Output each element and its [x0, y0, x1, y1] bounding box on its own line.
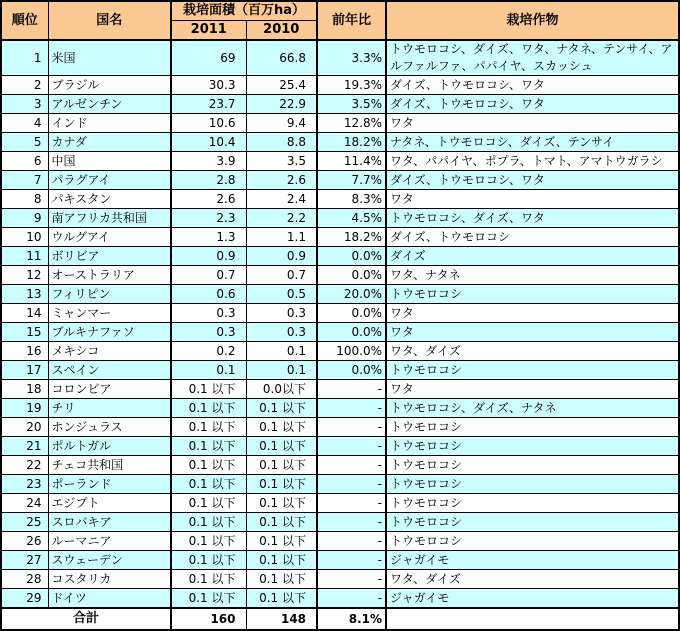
yoy-cell: - — [317, 513, 386, 532]
yoy-cell: 100.0% — [317, 342, 386, 361]
area-2010-cell: 0.1 — [246, 342, 317, 361]
country-cell: 中国 — [48, 152, 171, 171]
rank-cell: 18 — [1, 380, 48, 399]
area-2011-cell: 2.8 — [171, 171, 246, 190]
crops-cell: ワタ — [386, 323, 679, 342]
yoy-cell: - — [317, 418, 386, 437]
table-row — [1, 304, 679, 323]
area-2010-cell: 0.1 — [246, 361, 317, 380]
total-label: 合計 — [1, 608, 171, 630]
area-2010-cell: 22.9 — [246, 95, 317, 114]
header-crops: 栽培作物 — [386, 1, 679, 40]
area-2011-cell: 69 — [171, 40, 246, 76]
rank-cell: 24 — [1, 494, 48, 513]
area-2010-cell: 1.1 — [246, 228, 317, 247]
country-cell: カナダ — [48, 133, 171, 152]
total-row — [1, 608, 679, 630]
rank-cell: 10 — [1, 228, 48, 247]
table-row — [1, 76, 679, 95]
country-cell: コロンビア — [48, 380, 171, 399]
rank-cell: 6 — [1, 152, 48, 171]
country-cell: メキシコ — [48, 342, 171, 361]
rank-cell: 26 — [1, 532, 48, 551]
yoy-cell: - — [317, 456, 386, 475]
crops-cell: トウモロコシ — [386, 285, 679, 304]
area-2010-cell: 0.3 — [246, 323, 317, 342]
area-2010-cell: 25.4 — [246, 76, 317, 95]
country-cell: ルーマニア — [48, 532, 171, 551]
crops-cell: ワタ、パパイヤ、ポプラ、トマト、アマトウガラシ — [386, 152, 679, 171]
country-cell: パキスタン — [48, 190, 171, 209]
area-2010-cell: 0.9 — [246, 247, 317, 266]
area-2010-cell: 0.1 以下 — [246, 437, 317, 456]
table-row — [1, 551, 679, 570]
crops-cell: トウモロコシ、ダイズ、ワタ — [386, 209, 679, 228]
rank-cell: 19 — [1, 399, 48, 418]
table-header — [1, 1, 679, 40]
rank-cell: 7 — [1, 171, 48, 190]
yoy-cell: 20.0% — [317, 285, 386, 304]
crops-cell: トウモロコシ — [386, 494, 679, 513]
area-2011-cell: 0.7 — [171, 266, 246, 285]
crops-cell: ナタネ、トウモロコシ、ダイズ、テンサイ — [386, 133, 679, 152]
area-2010-cell: 0.1 以下 — [246, 399, 317, 418]
area-2010-cell: 0.1 以下 — [246, 589, 317, 609]
yoy-cell: - — [317, 494, 386, 513]
crops-cell: トウモロコシ、ダイズ、ナタネ — [386, 399, 679, 418]
country-cell: アルゼンチン — [48, 95, 171, 114]
country-cell: 米国 — [48, 40, 171, 76]
country-cell: コスタリカ — [48, 570, 171, 589]
table-row — [1, 570, 679, 589]
area-2010-cell: 0.1 以下 — [246, 513, 317, 532]
area-2011-cell: 0.9 — [171, 247, 246, 266]
crops-cell: トウモロコシ — [386, 361, 679, 380]
country-cell: スロバキア — [48, 513, 171, 532]
area-2011-cell: 2.3 — [171, 209, 246, 228]
yoy-cell: - — [317, 551, 386, 570]
rank-cell: 22 — [1, 456, 48, 475]
table-row — [1, 323, 679, 342]
rank-cell: 14 — [1, 304, 48, 323]
area-2011-cell: 0.1 以下 — [171, 589, 246, 609]
rank-cell: 20 — [1, 418, 48, 437]
rank-cell: 23 — [1, 475, 48, 494]
rank-cell: 12 — [1, 266, 48, 285]
crops-cell: ワタ — [386, 380, 679, 399]
area-2010-cell: 0.1 以下 — [246, 456, 317, 475]
crops-cell: トウモロコシ — [386, 532, 679, 551]
country-cell: エジプト — [48, 494, 171, 513]
area-2011-cell: 0.2 — [171, 342, 246, 361]
yoy-cell: - — [317, 570, 386, 589]
area-2011-cell: 0.1 以下 — [171, 532, 246, 551]
header-area-group: 栽培面積（百万ha） — [171, 1, 317, 21]
country-cell: ホンジュラス — [48, 418, 171, 437]
area-2010-cell: 2.2 — [246, 209, 317, 228]
area-2011-cell: 0.6 — [171, 285, 246, 304]
crops-cell: トウモロコシ — [386, 418, 679, 437]
country-cell: パラグアイ — [48, 171, 171, 190]
table-row — [1, 190, 679, 209]
table-row — [1, 152, 679, 171]
crops-cell: ワタ — [386, 190, 679, 209]
yoy-cell: 18.2% — [317, 133, 386, 152]
crops-cell: ワタ — [386, 304, 679, 323]
country-cell: フィリピン — [48, 285, 171, 304]
area-2010-cell: 0.3 — [246, 304, 317, 323]
header-rank: 順位 — [1, 1, 48, 40]
table-body — [1, 40, 679, 608]
area-2011-cell: 10.6 — [171, 114, 246, 133]
area-2011-cell: 0.1 以下 — [171, 437, 246, 456]
crops-cell: ジャガイモ — [386, 551, 679, 570]
area-2011-cell: 30.3 — [171, 76, 246, 95]
yoy-cell: 19.3% — [317, 76, 386, 95]
area-2011-cell: 0.1 以下 — [171, 418, 246, 437]
area-2010-cell: 0.1 以下 — [246, 551, 317, 570]
country-cell: オーストラリア — [48, 266, 171, 285]
rank-cell: 9 — [1, 209, 48, 228]
rank-cell: 27 — [1, 551, 48, 570]
crops-cell: ダイズ、トウモロコシ、ワタ — [386, 95, 679, 114]
rank-cell: 5 — [1, 133, 48, 152]
yoy-cell: - — [317, 399, 386, 418]
yoy-cell: 0.0% — [317, 304, 386, 323]
yoy-cell: 0.0% — [317, 266, 386, 285]
country-cell: スペイン — [48, 361, 171, 380]
crops-cell: ワタ — [386, 114, 679, 133]
table-row — [1, 95, 679, 114]
yoy-cell: - — [317, 437, 386, 456]
yoy-cell: 11.4% — [317, 152, 386, 171]
table-row — [1, 437, 679, 456]
table-row — [1, 361, 679, 380]
table-row — [1, 513, 679, 532]
crops-cell: トウモロコシ、ダイズ、ワタ、ナタネ、テンサイ、アルファルファ、パパイヤ、スカッシュ — [386, 40, 679, 76]
area-2011-cell: 0.1 以下 — [171, 494, 246, 513]
table-row — [1, 532, 679, 551]
table-row — [1, 285, 679, 304]
yoy-cell: 3.5% — [317, 95, 386, 114]
table-row — [1, 266, 679, 285]
area-2010-cell: 0.5 — [246, 285, 317, 304]
crops-cell: ジャガイモ — [386, 589, 679, 609]
crops-cell: トウモロコシ — [386, 513, 679, 532]
area-2011-cell: 23.7 — [171, 95, 246, 114]
area-2011-cell: 0.3 — [171, 304, 246, 323]
country-cell: ブルキナファソ — [48, 323, 171, 342]
area-2010-cell: 0.7 — [246, 266, 317, 285]
table-footer — [1, 608, 679, 630]
rank-cell: 16 — [1, 342, 48, 361]
area-2011-cell: 0.1 以下 — [171, 475, 246, 494]
country-cell: ポルトガル — [48, 437, 171, 456]
yoy-cell: - — [317, 589, 386, 609]
area-2011-cell: 0.1 — [171, 361, 246, 380]
rank-cell: 4 — [1, 114, 48, 133]
table-row — [1, 40, 679, 76]
crops-cell: ダイズ — [386, 247, 679, 266]
table-row — [1, 171, 679, 190]
country-cell: 南アフリカ共和国 — [48, 209, 171, 228]
crops-cell: ワタ、ダイズ — [386, 570, 679, 589]
header-year-2010: 2010 — [246, 21, 317, 41]
table-row — [1, 494, 679, 513]
table-row — [1, 114, 679, 133]
area-2011-cell: 1.3 — [171, 228, 246, 247]
table-row — [1, 228, 679, 247]
yoy-cell: 0.0% — [317, 247, 386, 266]
country-cell: ウルグアイ — [48, 228, 171, 247]
rank-cell: 29 — [1, 589, 48, 609]
total-crops — [386, 608, 679, 630]
yoy-cell: - — [317, 532, 386, 551]
rank-cell: 21 — [1, 437, 48, 456]
yoy-cell: 0.0% — [317, 361, 386, 380]
rank-cell: 11 — [1, 247, 48, 266]
yoy-cell: - — [317, 475, 386, 494]
area-2011-cell: 0.3 — [171, 323, 246, 342]
header-year-2011: 2011 — [171, 21, 246, 41]
table-row — [1, 475, 679, 494]
area-2010-cell: 0.0以下 — [246, 380, 317, 399]
area-2011-cell: 10.4 — [171, 133, 246, 152]
table-row — [1, 399, 679, 418]
rank-cell: 2 — [1, 76, 48, 95]
area-2010-cell: 3.5 — [246, 152, 317, 171]
area-2011-cell: 2.6 — [171, 190, 246, 209]
crops-cell: トウモロコシ — [386, 475, 679, 494]
area-2011-cell: 0.1 以下 — [171, 570, 246, 589]
country-cell: ドイツ — [48, 589, 171, 609]
yoy-cell: 0.0% — [317, 323, 386, 342]
country-cell: チリ — [48, 399, 171, 418]
area-2011-cell: 0.1 以下 — [171, 456, 246, 475]
rank-cell: 25 — [1, 513, 48, 532]
area-2010-cell: 0.1 以下 — [246, 570, 317, 589]
crops-cell: ダイズ、トウモロコシ、ワタ — [386, 171, 679, 190]
table-row — [1, 380, 679, 399]
table-row — [1, 456, 679, 475]
area-2010-cell: 66.8 — [246, 40, 317, 76]
area-2011-cell: 0.1 以下 — [171, 551, 246, 570]
yoy-cell: 18.2% — [317, 228, 386, 247]
rank-cell: 17 — [1, 361, 48, 380]
table-row — [1, 418, 679, 437]
crops-cell: ワタ、ダイズ — [386, 342, 679, 361]
country-cell: ミャンマー — [48, 304, 171, 323]
country-cell: ブラジル — [48, 76, 171, 95]
area-2010-cell: 9.4 — [246, 114, 317, 133]
country-cell: ポーランド — [48, 475, 171, 494]
rank-cell: 13 — [1, 285, 48, 304]
yoy-cell: 7.7% — [317, 171, 386, 190]
yoy-cell: 12.8% — [317, 114, 386, 133]
rank-cell: 1 — [1, 40, 48, 76]
area-2010-cell: 2.6 — [246, 171, 317, 190]
crops-cell: ダイズ、トウモロコシ — [386, 228, 679, 247]
total-area-2010: 148 — [246, 608, 317, 630]
country-cell: スウェーデン — [48, 551, 171, 570]
area-2010-cell: 8.8 — [246, 133, 317, 152]
area-2011-cell: 0.1 以下 — [171, 399, 246, 418]
crops-cell: ダイズ、トウモロコシ、ワタ — [386, 76, 679, 95]
area-2011-cell: 0.1 以下 — [171, 513, 246, 532]
country-cell: ボリビア — [48, 247, 171, 266]
total-yoy: 8.1% — [317, 608, 386, 630]
yoy-cell: 3.3% — [317, 40, 386, 76]
rank-cell: 28 — [1, 570, 48, 589]
country-cell: チェコ共和国 — [48, 456, 171, 475]
table-row — [1, 589, 679, 609]
yoy-cell: 4.5% — [317, 209, 386, 228]
area-2010-cell: 2.4 — [246, 190, 317, 209]
area-2011-cell: 0.1 以下 — [171, 380, 246, 399]
table-row — [1, 342, 679, 361]
area-2010-cell: 0.1 以下 — [246, 532, 317, 551]
table-row — [1, 209, 679, 228]
rank-cell: 8 — [1, 190, 48, 209]
header-country: 国名 — [48, 1, 171, 40]
country-cell: インド — [48, 114, 171, 133]
header-row-top — [1, 1, 679, 21]
rank-cell: 15 — [1, 323, 48, 342]
area-2010-cell: 0.1 以下 — [246, 418, 317, 437]
area-2010-cell: 0.1 以下 — [246, 494, 317, 513]
total-area-2011: 160 — [171, 608, 246, 630]
area-2010-cell: 0.1 以下 — [246, 475, 317, 494]
yoy-cell: - — [317, 380, 386, 399]
crops-cell: トウモロコシ — [386, 456, 679, 475]
crops-cell: トウモロコシ — [386, 437, 679, 456]
area-2011-cell: 3.9 — [171, 152, 246, 171]
header-yoy: 前年比 — [317, 1, 386, 40]
yoy-cell: 8.3% — [317, 190, 386, 209]
table-row — [1, 247, 679, 266]
table-row — [1, 133, 679, 152]
crops-cell: ワタ、ナタネ — [386, 266, 679, 285]
rank-cell: 3 — [1, 95, 48, 114]
